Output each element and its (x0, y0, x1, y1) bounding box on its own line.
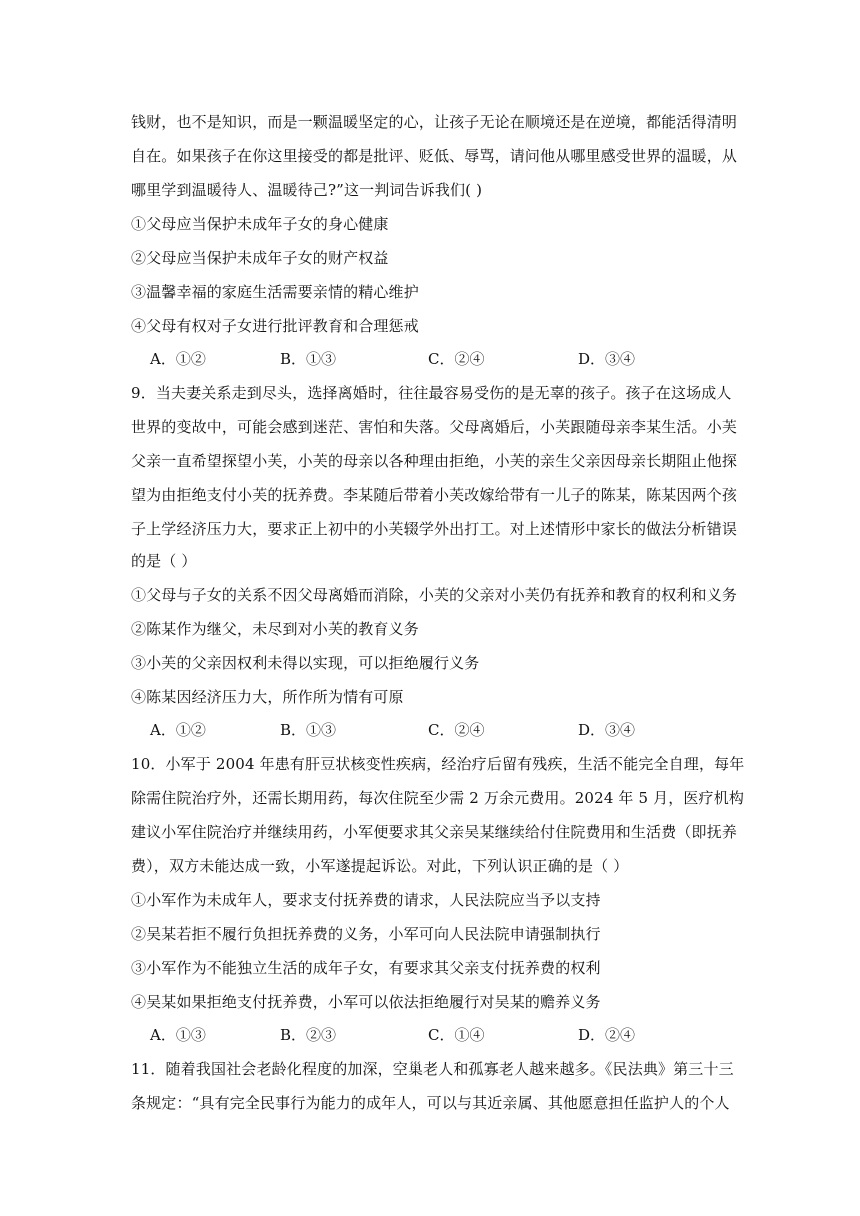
q8-option-b: B．①③ (280, 350, 337, 368)
q11-text-line-2: 条规定：“具有完全民事行为能力的成年人，可以与其近亲属、其他愿意担任监护人的个人 (131, 1094, 730, 1112)
q10-option-c: C．①④ (428, 1026, 485, 1044)
q9-option-b: B．①③ (280, 721, 337, 739)
q10-option-a: A．①③ (150, 1026, 206, 1044)
q10-text-line-2: 除需住院治疗外，还需长期用药，每次住院至少需 2 万余元费用。2024 年 5 月，医疗机构 (131, 789, 745, 807)
q10-text-line-1: 10．小军于 2004 年患有肝豆状核变性疾病，经治疗后留有残疾，生活不能完全自理，每年 (131, 755, 745, 773)
q10-item-1: ①小军作为未成年人，要求支付抚养费的请求，人民法院应当予以支持 (131, 891, 601, 909)
q10-text-line-4: 费），双方未能达成一致，小军遂提起诉讼。对此，下列认识正确的是（ ） (131, 857, 629, 875)
q9-text-line-3: 父亲一直希望探望小芙，小芙的母亲以各种理由拒绝，小芙的亲生父亲因母亲长期阻止他探 (131, 452, 738, 470)
q8-item-1: ①父母应当保护未成年子女的身心健康 (131, 215, 389, 233)
q10-item-4: ④吴某如果拒绝支付抚养费，小军可以依法拒绝履行对吴某的赡养义务 (131, 993, 601, 1011)
q9-item-2: ②陈某作为继父，未尽到对小芙的教育义务 (131, 620, 419, 638)
q9-text-line-6: 的是（ ） (131, 552, 197, 570)
q8-item-4: ④父母有权对子女进行批评教育和合理惩戒 (131, 317, 419, 335)
q8-option-a: A．①② (150, 350, 206, 368)
q8-text-line-2: 自在。如果孩子在你这里接受的都是批评、贬低、辱骂，请问他从哪里感受世界的温暖，从 (131, 147, 738, 165)
q9-text-line-5: 子上学经济压力大，要求正上初中的小芙辍学外出打工。对上述情形中家长的做法分析错误 (131, 520, 738, 538)
q9-text-line-2: 世界的变故中，可能会感到迷茫、害怕和失落。父母离婚后，小芙跟随母亲李某生活。小芙 (131, 418, 738, 436)
q9-text-line-4: 望为由拒绝支付小芙的抚养费。李某随后带着小芙改嫁给带有一儿子的陈某，陈某因两个孩 (131, 486, 738, 504)
q9-item-1: ①父母与子女的关系不因父母离婚而消除，小芙的父亲对小芙仍有抚养和教育的权利和义务 (131, 586, 738, 604)
q9-text-line-1: 9．当夫妻关系走到尽头，选择离婚时，往往最容易受伤的是无辜的孩子。孩子在这场成人 (131, 384, 732, 402)
q9-option-d: D．③④ (578, 721, 636, 739)
q10-item-3: ③小军作为不能独立生活的成年子女，有要求其父亲支付抚养费的权利 (131, 959, 601, 977)
q10-option-d: D．②④ (578, 1026, 636, 1044)
q8-text-line-1: 钱财，也不是知识，而是一颗温暖坚定的心，让孩子无论在顺境还是在逆境，都能活得清明 (131, 113, 738, 131)
q10-option-b: B．②③ (280, 1026, 337, 1044)
q9-item-4: ④陈某因经济压力大，所作所为情有可原 (131, 688, 404, 706)
q8-option-d: D．③④ (578, 350, 636, 368)
q8-option-c: C．②④ (428, 350, 485, 368)
q10-text-line-3: 建议小军住院治疗并继续用药，小军便要求其父亲吴某继续给付住院费用和生活费（即抚养 (131, 823, 738, 841)
q9-option-a: A．①② (150, 721, 206, 739)
q11-text-line-1: 11．随着我国社会老龄化程度的加深，空巢老人和孤寡老人越来越多。《民法典》第三十三 (131, 1060, 734, 1078)
q9-option-c: C．②④ (428, 721, 485, 739)
q8-item-2: ②父母应当保护未成年子女的财产权益 (131, 249, 389, 267)
q8-text-line-3: 哪里学到温暖待人、温暖待己?”这一判词告诉我们( ) (131, 181, 483, 199)
q10-item-2: ②吴某若拒不履行负担抚养费的义务，小军可向人民法院申请强制执行 (131, 925, 601, 943)
q8-item-3: ③温馨幸福的家庭生活需要亲情的精心维护 (131, 283, 419, 301)
q9-item-3: ③小芙的父亲因权利未得以实现，可以拒绝履行义务 (131, 654, 480, 672)
